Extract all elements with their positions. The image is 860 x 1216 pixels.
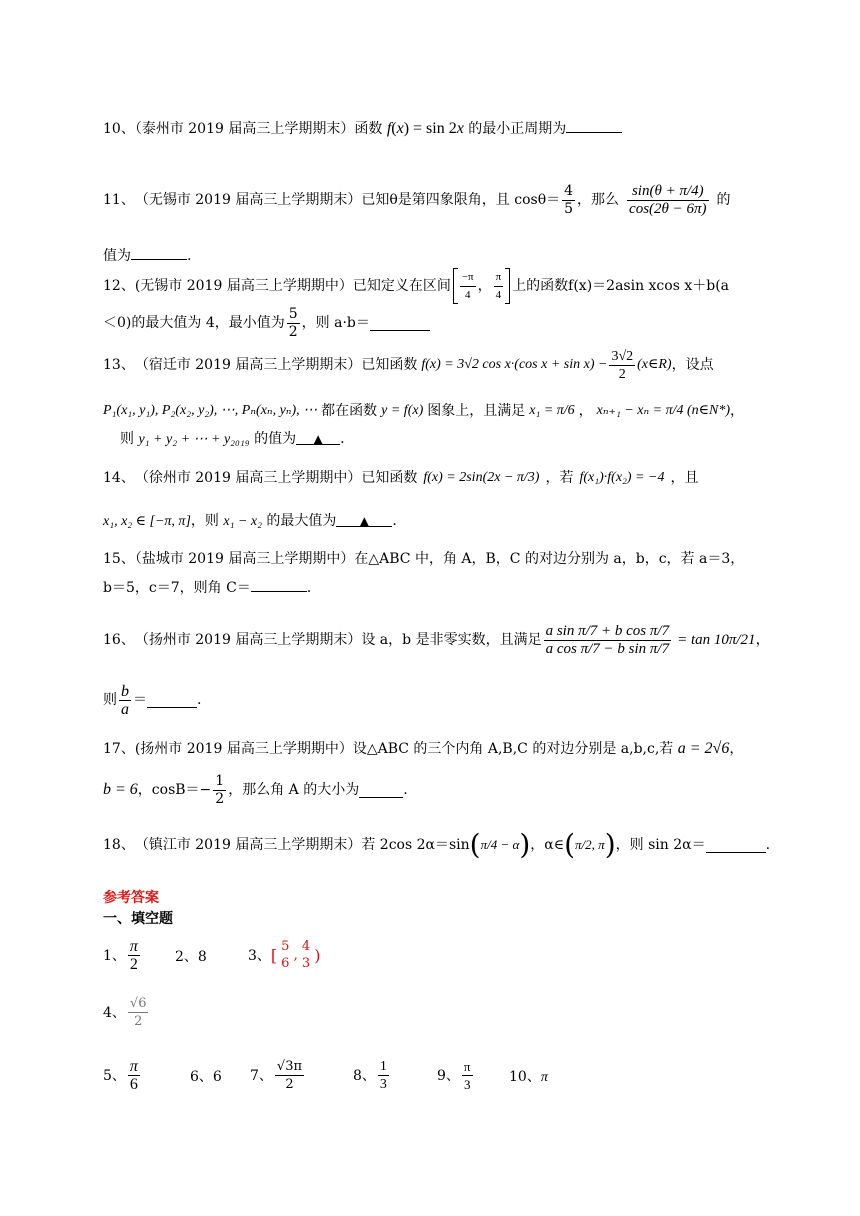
question-text: 设 a，b 是非零实数，且满足 <box>361 632 542 648</box>
fraction: $\frac{-\pi}{4}$ <box>461 270 474 301</box>
question-text: ，设点 <box>671 357 714 373</box>
question-text: 则 <box>120 431 134 447</box>
question-source: （泰州市 2019 届高三上学期期末） <box>134 121 355 137</box>
answer-4: 4、 $\frac{√6}{2}$ <box>103 995 147 1029</box>
question-text: ，则 a·b＝ <box>301 315 370 331</box>
question-source: （徐州市 2019 届高三上学期期中） <box>134 470 362 486</box>
fraction: $\frac{5}{2}$ <box>288 305 298 340</box>
answer-7: 7、 $\frac{√3\pi}{2}$ <box>250 1058 303 1092</box>
math-expression: = tan 10π/21 <box>677 632 756 648</box>
answer-blank <box>566 118 622 133</box>
answer-1: 1、 $\frac{\pi}{2}$ <box>103 937 138 973</box>
math-expression: f(x)＝2asin xcos x＋b(a <box>568 278 730 294</box>
answer-blank <box>370 316 430 331</box>
math-expression: P₁(x₁, y₁), P₂(x₂, y₂), ⋯, Pₙ(xₙ, yₙ), ⋯ <box>103 403 318 418</box>
math-expression: π/4 − α <box>480 837 520 852</box>
question-number: 11、 <box>103 192 135 208</box>
answer-blank <box>359 783 403 798</box>
question-text: 的值为 <box>254 431 297 447</box>
answer-8: 8、 $\frac{1}{3}$ <box>353 1058 387 1092</box>
question-text: b＝5，c＝7，则角 C＝ <box>103 580 251 596</box>
question-text: 的 <box>716 192 731 208</box>
question-text: 已知函数 <box>361 357 418 373</box>
question-text: 值为 <box>103 248 131 264</box>
question-text: 已知定义在区间 <box>352 278 451 294</box>
question-11 <box>103 170 731 230</box>
question-number: 17、 <box>103 741 135 757</box>
fraction: $\frac{4}{5}$ <box>564 182 574 217</box>
question-text: ，那么 <box>577 192 620 208</box>
answer-blank: ▲ <box>296 430 340 445</box>
question-text: 设△ABC 的三个内角 A,B,C 的对边分别是 a,b,c,若 <box>352 741 674 757</box>
question-number: 12、 <box>103 278 135 294</box>
fraction: $\frac{\text{a sin π/7 + b cos π/7}}{\text{a cos π/7 − b sin π/7}}$ <box>545 622 670 657</box>
question-17-line2: b = 6 ，cosB＝− $\frac{1}{2}$ ，那么角 A 的大小为 . <box>103 772 408 807</box>
question-tail: 的最小正周期为 <box>468 121 567 137</box>
math-expression: a = 2√6 <box>677 740 730 757</box>
question-text: ，α∈ <box>530 837 565 853</box>
fraction: $\frac{b}{a}$ <box>121 682 129 718</box>
question-11-line2: 值为 . <box>103 245 191 265</box>
answer-6: 6、6 <box>190 1069 222 1085</box>
interval-bracket <box>505 268 510 304</box>
question-number: 18、 <box>103 837 135 853</box>
question-number: 16、 <box>103 632 135 648</box>
question-number: 14、 <box>103 470 135 486</box>
answer-blank <box>706 838 766 853</box>
question-17: 17、(扬州市 2019 届高三上学期期中）设△ABC 的三个内角 A,B,C 的对边分别是 a,b,c,若 a = 2√6， <box>103 740 744 757</box>
math-expression: xₙ₊₁ − xₙ = π/4 (n∈N*) <box>596 403 731 418</box>
question-text: ，若 <box>545 470 574 486</box>
answer-blank <box>131 245 187 260</box>
question-text: ＝ <box>133 692 147 708</box>
fraction: $\frac{\pi}{3}$ <box>463 1058 471 1092</box>
fraction: $\frac{\pi}{4}$ <box>495 270 502 301</box>
math-expression: f <box>386 120 392 137</box>
question-10: 10、（泰州市 2019 届高三上学期期末）函数 f(x) = sin 2x 的最小正周期为 <box>103 118 622 138</box>
question-number: 15、 <box>103 551 135 567</box>
math-expression: π/2, π <box>575 837 605 852</box>
question-text: 已知θ是第四象限角，且 cosθ＝ <box>361 192 561 208</box>
answer-9: 9、 $\frac{\pi}{3}$ <box>437 1058 471 1092</box>
question-text: ，则 <box>190 513 219 529</box>
question-text: ＜0)的最大值为 4，最小值为 <box>103 315 285 331</box>
question-source: （盐城市 2019 届高三上学期期中） <box>134 551 355 567</box>
question-source: （无锡市 2019 届高三上学期期末） <box>134 192 362 208</box>
question-16-line2: 则 $\frac{b}{a}$ ＝ . <box>103 682 202 718</box>
question-text: ，则 sin 2α＝ <box>615 837 706 853</box>
math-expression: (x∈R) <box>637 357 672 372</box>
question-13-line2: P₁(x₁, y₁), P₂(x₂, y₂), ⋯, Pₙ(xₙ, yₙ), ⋯ 都在函数 y = f(x) 图象上，且满足 x₁ = π/6 ， xₙ₊₁ − xₙ = π/4 (n∈N*) ， <box>103 403 745 419</box>
question-text: ， <box>755 632 770 648</box>
answer-2: 2、8 <box>175 949 207 965</box>
question-text: 上的函数 <box>512 278 569 294</box>
fraction: $\frac{\pi}{6}$ <box>129 1057 138 1093</box>
question-18: 18、 （镇江市 2019 届高三上学期期末） 若 2cos 2α＝sin ( π/4 − α ) ，α∈ ( π/2, π ) ，则 sin 2α＝ . <box>103 828 771 861</box>
question-text: ，且 <box>670 470 699 486</box>
question-14-line2: x₁, x₂ ∈ [−π, π]，则 x₁ − x₂ 的最大值为 ▲ . <box>103 513 397 529</box>
fraction: $\frac{3√2}{2}$ <box>611 348 634 382</box>
question-15-line2: b＝5，c＝7，则角 C＝ . <box>103 577 311 597</box>
question-12: 12、 (无锡市 2019 届高三上学期期中） 已知定义在区间 $\frac{-\pi}{4}$ ， $\frac{\pi}{4}$ 上的函数 f(x)＝2asin xcos x＋b(a <box>103 266 729 306</box>
fraction: 5 6 <box>281 939 290 971</box>
question-source: （镇江市 2019 届高三上学期期末） <box>134 837 362 853</box>
answer-3: 3、 [ 5 6 , 4 3 ) <box>248 939 321 971</box>
fraction: 4 3 <box>301 939 311 971</box>
question-text: 都在函数 <box>321 403 378 419</box>
fraction: $\frac{1}{2}$ <box>215 772 225 807</box>
question-13-line3: 则 y₁ + y₂ + ⋯ + y₂₀₁₉ 的值为 ▲ . <box>120 431 345 447</box>
math-expression: f(x₁)·f(x₂) = −4 <box>579 470 665 485</box>
question-text: 已知函数 <box>361 470 418 486</box>
math-expression: x₁ − x₂ <box>223 514 262 529</box>
fraction: $\frac{\sin(\theta + \pi/4)}{\cos(2\theta - 6\pi)}$ <box>629 182 707 217</box>
math-expression: f(x) = 3√2 cos x·(cos x + sin x) − <box>421 357 608 372</box>
answer-blank <box>251 577 307 592</box>
answer-10: 10、π <box>509 1069 548 1085</box>
answer-blank <box>147 693 197 708</box>
answer-5: 5、 $\frac{\pi}{6}$ <box>103 1057 138 1093</box>
question-text: 在△ABC 中，角 A，B，C 的对边分别为 a，b，c，若 a＝3， <box>354 551 745 567</box>
answers-section: 一、填空题 <box>103 911 173 927</box>
math-expression: x₁ = π/6 <box>529 403 575 418</box>
fraction: $\frac{√3\pi}{2}$ <box>276 1058 303 1092</box>
answers-title: 参考答案 <box>103 890 159 906</box>
question-source: （扬州市 2019 届高三上学期期末） <box>134 632 362 648</box>
answer-blank: ▲ <box>336 512 392 527</box>
question-number: 13、 <box>103 357 135 373</box>
math-expression: y = f(x) <box>381 403 424 418</box>
question-text: 函数 <box>354 121 383 137</box>
question-text: ，那么角 A 的大小为 <box>228 782 360 798</box>
question-14 <box>103 460 698 496</box>
math-expression: f(x) = 2sin(2x − π/3) <box>423 470 540 485</box>
interval-bracket <box>453 268 458 304</box>
question-source: (无锡市 2019 届高三上学期期中） <box>134 278 353 294</box>
question-text: 则 <box>103 692 117 708</box>
question-text: 的最大值为 <box>266 513 337 529</box>
question-number: 10、 <box>103 121 135 137</box>
question-13 <box>103 345 714 385</box>
question-12-line2 <box>103 305 430 341</box>
fraction: $\frac{\pi}{2}$ <box>129 937 138 973</box>
question-source: (扬州市 2019 届高三上学期期中） <box>134 741 353 757</box>
math-expression: b = 6 <box>103 781 138 798</box>
question-16 <box>103 605 770 675</box>
fraction: $\frac{1}{3}$ <box>379 1058 387 1092</box>
answer-value: π <box>540 1070 548 1085</box>
question-source: （宿迁市 2019 届高三上学期期末） <box>134 357 362 373</box>
fraction: $\frac{√6}{2}$ <box>129 995 147 1029</box>
question-15 <box>103 550 744 568</box>
math-expression: x₁, x₂ ∈ [−π, π] <box>103 514 191 529</box>
question-text: ，cosB＝− <box>137 782 212 798</box>
question-text: 若 2cos 2α＝sin <box>361 837 470 853</box>
question-text: 图象上，且满足 <box>427 403 526 419</box>
math-expression: y₁ + y₂ + ⋯ + y₂₀₁₉ <box>138 432 250 447</box>
